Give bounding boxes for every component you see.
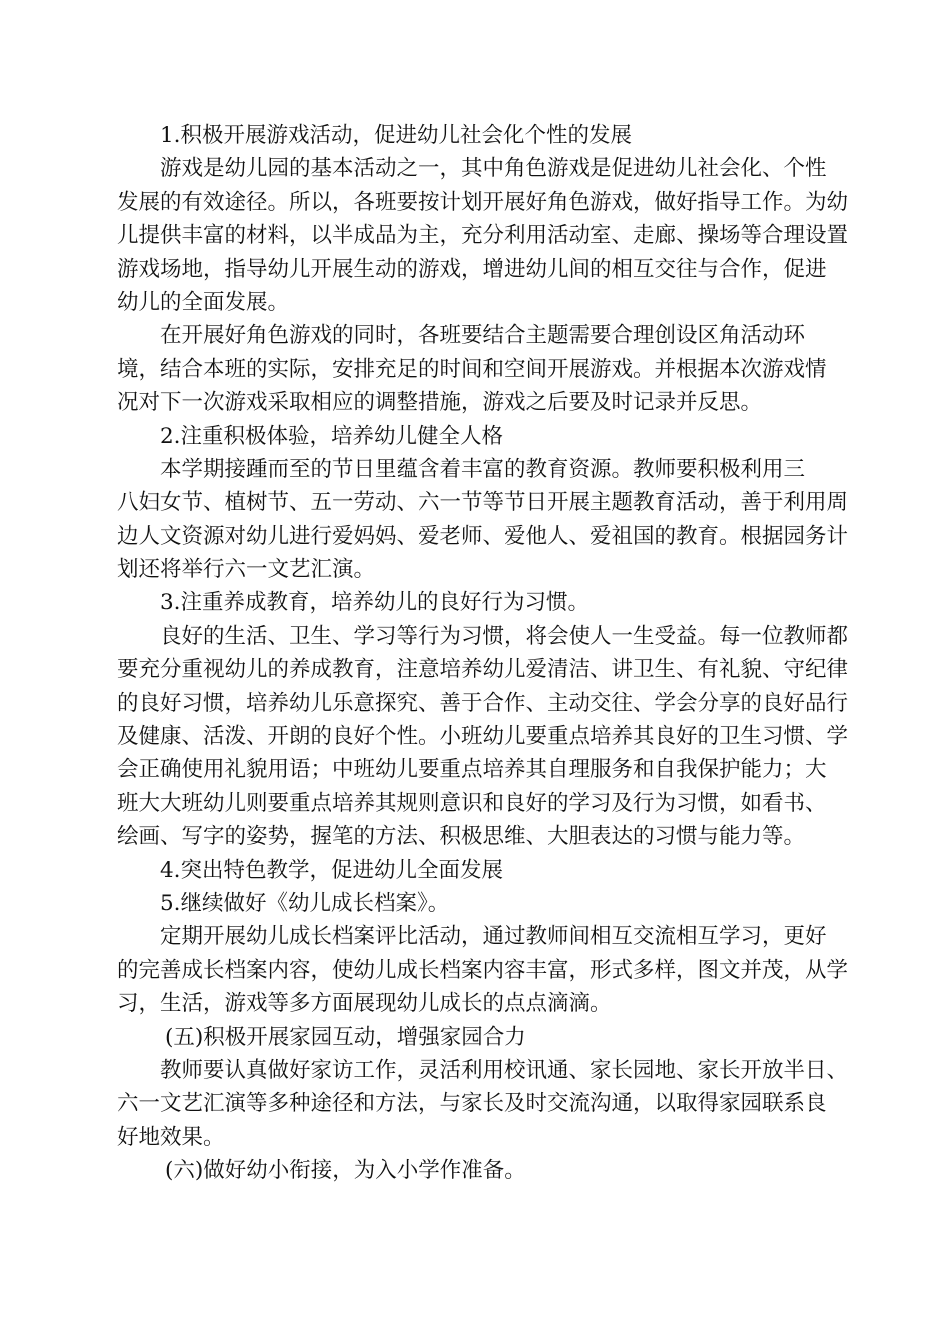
- text-line: 六一文艺汇演等多种途径和方法，与家长及时交流沟通，以取得家园联系良: [117, 1091, 827, 1117]
- text-line: 八妇女节、植树节、五一劳动、六一节等节日开展主题教育活动，善于利用周: [117, 490, 849, 516]
- text-line: 况对下一次游戏采取相应的调整措施，游戏之后要及时记录并反思。: [117, 390, 763, 416]
- text-line: 儿提供丰富的材料，以半成品为主，充分利用活动室、走廊、操场等合理设置: [117, 223, 849, 249]
- text-line: 的良好习惯，培养幼儿乐意探究、善于合作、主动交往、学会分享的良好品行: [117, 690, 849, 716]
- text-line: 5.继续做好《幼儿成长档案》。: [160, 890, 450, 916]
- text-line: 本学期接踵而至的节日里蕴含着丰富的教育资源。教师要积极利用三: [160, 456, 806, 482]
- text-line: 幼儿的全面发展。: [117, 289, 290, 315]
- text-line: 3.注重养成教育，培养幼儿的良好行为习惯。: [160, 590, 590, 616]
- text-line: 边人文资源对幼儿进行爱妈妈、爱老师、爱他人、爱祖国的教育。根据园务计: [117, 523, 849, 549]
- text-line: 绘画、写字的姿势，握笔的方法、积极思维、大胆表达的习惯与能力等。: [117, 824, 806, 850]
- text-line: 的完善成长档案内容，使幼儿成长档案内容丰富，形式多样，图文并茂，从学: [117, 957, 849, 983]
- text-line: 4.突出特色教学，促进幼儿全面发展: [160, 857, 504, 883]
- text-line: 发展的有效途径。所以，各班要按计划开展好角色游戏，做好指导工作。为幼: [117, 189, 849, 215]
- text-line: 良好的生活、卫生、学习等行为习惯，将会使人一生受益。每一位教师都: [160, 623, 849, 649]
- text-line: 划还将举行六一文艺汇演。: [117, 557, 376, 583]
- text-line: 定期开展幼儿成长档案评比活动，通过教师间相互交流相互学习，更好: [160, 924, 827, 950]
- text-line: 班大大班幼儿则要重点培养其规则意识和良好的学习及行为习惯，如看书、: [117, 790, 827, 816]
- text-line: 境，结合本班的实际，安排充足的时间和空间开展游戏。并根据本次游戏情: [117, 356, 827, 382]
- text-line: 会正确使用礼貌用语；中班幼儿要重点培养其自理服务和自我保护能力；大: [117, 757, 827, 783]
- text-line: 好地效果。: [117, 1124, 225, 1150]
- text-line: 教师要认真做好家访工作，灵活利用校讯通、家长园地、家长开放半日、: [160, 1057, 849, 1083]
- text-line: 2.注重积极体验，培养幼儿健全人格: [160, 423, 504, 449]
- text-line: 习，生活，游戏等多方面展现幼儿成长的点点滴滴。: [117, 991, 612, 1017]
- body-text: [117, 119, 849, 1188]
- text-line: 在开展好角色游戏的同时，各班要结合主题需要合理创设区角活动环: [160, 323, 806, 349]
- text-line: 游戏场地，指导幼儿开展生动的游戏，增进幼儿间的相互交往与合作，促进: [117, 256, 827, 282]
- text-line: (六)做好幼小衔接，为入小学作准备。: [165, 1158, 526, 1184]
- text-line: (五)积极开展家园互动，增强家园合力: [165, 1024, 526, 1050]
- text-line: 1.积极开展游戏活动，促进幼儿社会化个性的发展: [160, 123, 633, 148]
- text-line: 游戏是幼儿园的基本活动之一，其中角色游戏是促进幼儿社会化、个性: [160, 156, 827, 182]
- text-line: 要充分重视幼儿的养成教育，注意培养幼儿爱清洁、讲卫生、有礼貌、守纪律: [117, 657, 849, 683]
- text-line: 及健康、活泼、开朗的良好个性。小班幼儿要重点培养其良好的卫生习惯、学: [117, 724, 849, 750]
